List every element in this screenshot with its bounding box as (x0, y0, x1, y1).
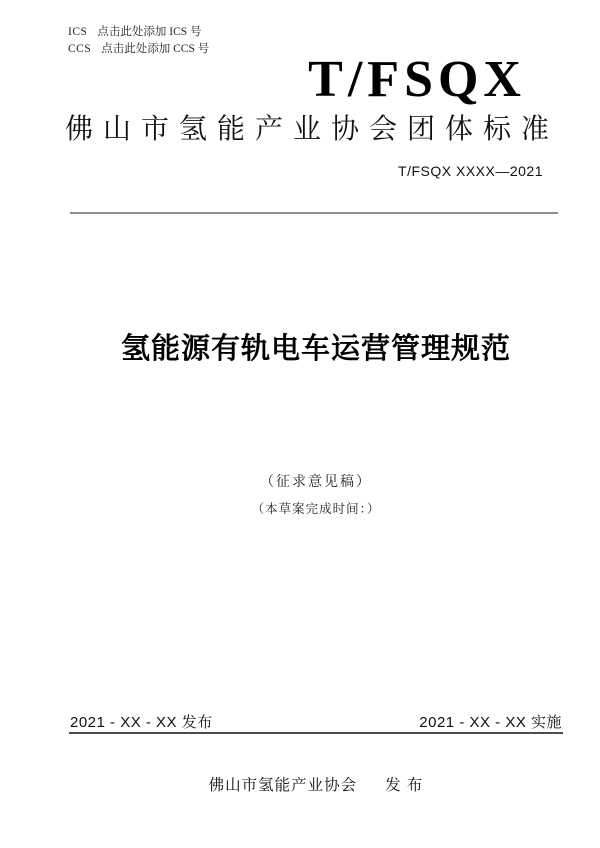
standard-logo: T/FSQX (308, 51, 526, 108)
association-standard-banner: 佛山市氢能产业协会团体标准 (65, 113, 560, 144)
ccs-placeholder-field[interactable]: 点击此处添加 CCS 号 (101, 43, 210, 55)
document-title: 氢能源有轨电车运营管理规范 (120, 333, 511, 365)
draft-completion-note: （本草案完成时间：） (251, 502, 381, 516)
ics-line (68, 24, 209, 41)
classification-codes (68, 24, 209, 58)
ics-placeholder-field[interactable]: 点击此处添加 ICS 号 (97, 26, 202, 38)
bottom-rule-divider (69, 732, 563, 734)
implement-date: 2021 - XX - XX 实施 (419, 714, 562, 731)
top-rule-divider (70, 212, 558, 214)
publisher-line (70, 773, 562, 795)
publisher-org: 佛山市氢能产业协会 (208, 777, 358, 794)
ccs-line (68, 41, 209, 58)
standard-number: T/FSQX XXXX—2021 (398, 163, 543, 179)
issue-date: 2021 - XX - XX 发布 (70, 714, 213, 731)
ccs-label: CCS (68, 43, 92, 55)
draft-status-note: （征求意见稿） (260, 475, 372, 490)
footer-dates (70, 711, 562, 732)
ics-label: ICS (68, 26, 88, 38)
publisher-action: 发 布 (385, 777, 424, 794)
